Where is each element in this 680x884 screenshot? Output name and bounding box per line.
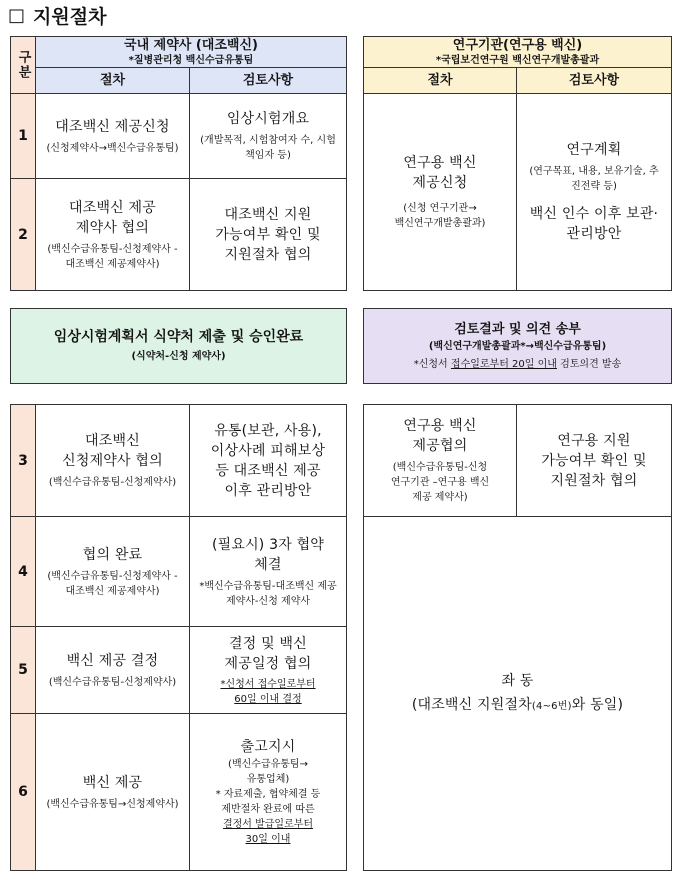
research-review-cell: 연구계획 (연구목표, 내용, 보유기술, 추진전략 등) 백신 인수 이후 보관· 관리방안 xyxy=(516,93,672,291)
review-cell: 출고지시 (백신수급유통팀→ 유통업체) * 자료제출, 협약체결 등 제반절차 완료에 따른 결정서 발급일로부터 30일 이내 xyxy=(189,713,347,871)
research-procedure-cell: 연구용 백신 제공신청 (신청 연구기관→ 백신연구개발총괄과) xyxy=(363,93,517,291)
same-as-left-cell: 좌 동 (대조백신 지원절차(4~6번)와 동일) xyxy=(363,516,672,871)
row-number: 1 xyxy=(10,93,36,179)
row-number: 5 xyxy=(10,626,36,714)
row-number: 6 xyxy=(10,713,36,871)
row-number: 3 xyxy=(10,404,36,517)
procedure-cell: 백신 제공 결정 (백신수급유통팀-신청제약사) xyxy=(35,626,190,714)
procedure-cell: 대조백신 제공신청 (신청제약사→백신수급유통팀) xyxy=(35,93,190,179)
review-cell: 유통(보관, 사용), 이상사례 피해보상 등 대조백신 제공 이후 관리방안 xyxy=(189,404,347,517)
research-col-review: 검토사항 xyxy=(516,67,672,94)
same-as-left-note: (대조백신 지원절차(4~6번)와 동일) xyxy=(411,696,624,713)
domestic-col-review: 검토사항 xyxy=(189,67,347,94)
review-cell: (필요시) 3자 협약 체결 *백신수급유통팀-대조백신 제공 제약사-신청 제약사 xyxy=(189,516,347,627)
review-cell: 결정 및 백신 제공일정 협의 *신청서 접수일로부터 60일 이내 결정 xyxy=(189,626,347,714)
research-header: 연구기관(연구용 백신) *국립보건연구원 백신연구개발총괄과 xyxy=(363,36,672,68)
procedure-cell: 대조백신 제공 제약사 협의 (백신수급유통팀-신청제약사 -대조백신 제공제약사) xyxy=(35,178,190,291)
group-header: 구분 xyxy=(10,36,36,94)
row-number: 4 xyxy=(10,516,36,627)
domestic-header: 국내 제약사 (대조백신) *질병관리청 백신수급유통팀 xyxy=(35,36,347,68)
research-procedure-cell: 연구용 백신 제공협의 (백신수급유통팀-신청 연구기관 –연구용 백신 제공 제약사) xyxy=(363,404,517,517)
procedure-cell: 협의 완료 (백신수급유통팀-신청제약사 -대조백신 제공제약사) xyxy=(35,516,190,627)
review-cell: 대조백신 지원 가능여부 확인 및 지원절차 협의 xyxy=(189,178,347,291)
procedure-cell: 백신 제공 (백신수급유통팀→신청제약사) xyxy=(35,713,190,871)
procedure-cell: 대조백신 신청제약사 협의 (백신수급유통팀-신청제약사) xyxy=(35,404,190,517)
review-result-box: 검토결과 및 의견 송부 (백신연구개발총괄과*→백신수급유통팀) *신청서 접수일로부터 20일 이내 검토의견 발송 xyxy=(363,308,672,384)
research-review-cell: 연구용 지원 가능여부 확인 및 지원절차 협의 xyxy=(516,404,672,517)
page-title: □ 지원절차 xyxy=(8,4,107,28)
checkbox-square-icon: □ xyxy=(8,4,26,26)
research-col-procedure: 절차 xyxy=(363,67,517,94)
row-number: 2 xyxy=(10,178,36,291)
review-deadline-note: *신청서 접수일로부터 20일 이내 검토의견 발송 xyxy=(413,358,622,370)
domestic-col-procedure: 절차 xyxy=(35,67,190,94)
mfds-approval-box: 임상시험계획서 식약처 제출 및 승인완료 (식약처-신청 제약사) xyxy=(10,308,347,384)
review-cell: 임상시험개요 (개발목적, 시험참여자 수, 시험책임자 등) xyxy=(189,93,347,179)
